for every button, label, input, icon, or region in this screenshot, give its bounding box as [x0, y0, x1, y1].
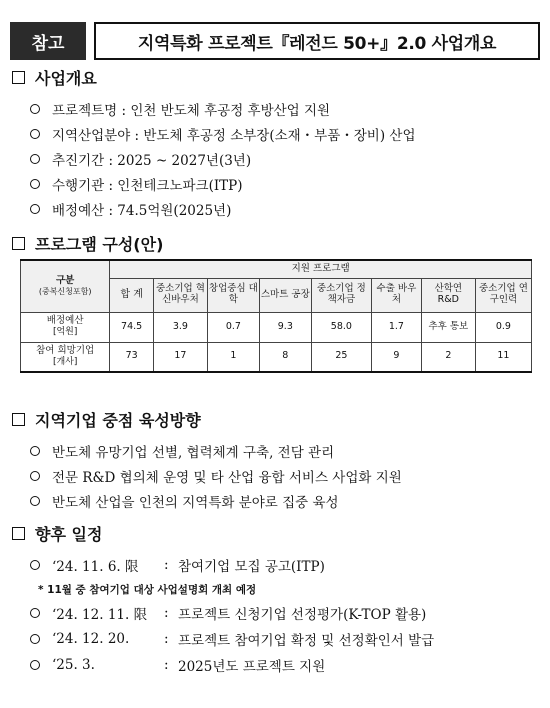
list-item: 반도체 산업을 인천의 지역특화 분야로 집중 육성	[30, 488, 402, 513]
table-cell: 2	[421, 342, 475, 372]
square-bullet-icon	[12, 237, 25, 250]
table-cell: 9.3	[259, 312, 311, 342]
section-program-heading	[12, 232, 163, 255]
list-item: 반도체 유망기업 선별, 협력체계 구축, 전담 관리	[30, 438, 402, 463]
square-bullet-icon	[12, 527, 25, 540]
gubun-header: 구분 (중복신청포함)	[21, 260, 110, 312]
circle-bullet-icon	[30, 471, 40, 481]
list-item: 프로젝트명 : 인천 반도체 후공정 후방산업 지원	[30, 96, 415, 121]
schedule-text: 2025년도 프로젝트 지원	[178, 659, 326, 675]
section-direction-title: 지역기업 중점 육성방향	[35, 411, 201, 430]
section-direction-heading	[12, 408, 201, 431]
circle-bullet-icon	[30, 496, 40, 506]
schedule-colon: :	[164, 631, 169, 647]
table-cell: 74.5	[110, 312, 154, 342]
list-item: 지역산업분야 : 반도체 후공정 소부장(소재・부품・장비) 산업	[30, 121, 415, 146]
column-header: 창업중심 대학	[207, 278, 259, 312]
schedule-item	[30, 552, 434, 578]
direction-list	[30, 438, 402, 513]
row-label: 참여 희망기업 [개사]	[21, 342, 110, 372]
table-cell: 73	[110, 342, 154, 372]
circle-bullet-icon	[30, 660, 40, 670]
schedule-text: 프로젝트 참여기업 확정 및 선정확인서 발급	[178, 633, 435, 649]
circle-bullet-icon	[30, 608, 40, 618]
support-program-header: 지원 프로그램	[110, 260, 532, 278]
table-cell: 25	[311, 342, 371, 372]
list-item: 전문 R&D 협의체 운영 및 타 산업 융합 서비스 사업화 지원	[30, 463, 402, 488]
schedule-date: ‘24. 12. 20.	[52, 631, 130, 647]
section-program-title: 프로그램 구성(안)	[35, 235, 164, 254]
schedule-colon: :	[164, 605, 169, 621]
program-table	[20, 259, 532, 373]
schedule-colon: :	[164, 557, 169, 573]
list-item: 추진기간 : 2025 ~ 2027년(3년)	[30, 146, 415, 171]
page-title: 지역특화 프로젝트『레전드 50+』2.0 사업개요	[94, 22, 540, 60]
section-overview-title: 사업개요	[35, 69, 97, 88]
schedule-note: * 11월 중 참여기업 대상 사업설명회 개최 예정	[38, 583, 257, 596]
table-cell: 3.9	[153, 312, 207, 342]
table-cell: 0.7	[207, 312, 259, 342]
schedule-date: ‘24. 12. 11. 限	[52, 607, 148, 623]
row-label: 배정예산 [억원]	[21, 312, 110, 342]
circle-bullet-icon	[30, 129, 40, 139]
section-schedule-title: 향후 일정	[35, 525, 103, 544]
schedule-item	[30, 600, 434, 626]
schedule-text: 참여기업 모집 공고(ITP)	[178, 559, 325, 575]
column-header: 중소기업 정책자금	[311, 278, 371, 312]
table-row	[21, 342, 532, 372]
table-cell: 58.0	[311, 312, 371, 342]
column-header: 합 계	[110, 278, 154, 312]
table-cell: 11	[475, 342, 531, 372]
schedule-date: ‘25. 3.	[52, 657, 95, 673]
column-header: 수출 바우처	[372, 278, 422, 312]
reference-badge: 참고	[10, 22, 86, 60]
table-cell: 9	[372, 342, 422, 372]
overview-list	[30, 96, 415, 221]
circle-bullet-icon	[30, 446, 40, 456]
circle-bullet-icon	[30, 104, 40, 114]
schedule-text: 프로젝트 신청기업 선정평가(K-TOP 활용)	[178, 607, 427, 623]
square-bullet-icon	[12, 71, 25, 84]
list-item: 수행기관 : 인천테크노파크(ITP)	[30, 171, 415, 196]
column-header: 산학연 R&D	[421, 278, 475, 312]
section-schedule-heading	[12, 522, 102, 545]
schedule-item	[30, 652, 434, 678]
schedule-item	[30, 626, 434, 652]
column-header: 스마트 공장	[259, 278, 311, 312]
table-cell: 1.7	[372, 312, 422, 342]
section-overview-heading	[12, 66, 97, 89]
circle-bullet-icon	[30, 204, 40, 214]
table-cell: 0.9	[475, 312, 531, 342]
square-bullet-icon	[12, 413, 25, 426]
table-cell: 17	[153, 342, 207, 372]
list-item: 배정예산 : 74.5억원(2025년)	[30, 196, 415, 221]
circle-bullet-icon	[30, 634, 40, 644]
table-cell: 8	[259, 342, 311, 372]
column-header: 중소기업 연구인력	[475, 278, 531, 312]
circle-bullet-icon	[30, 179, 40, 189]
table-cell: 1	[207, 342, 259, 372]
schedule-list	[30, 552, 434, 678]
schedule-date: ‘24. 11. 6. 限	[52, 559, 139, 575]
column-header: 중소기업 혁신바우처	[153, 278, 207, 312]
table-row	[21, 312, 532, 342]
table-cell: 추후 통보	[421, 312, 475, 342]
circle-bullet-icon	[30, 560, 40, 570]
circle-bullet-icon	[30, 154, 40, 164]
page-header	[10, 22, 540, 60]
schedule-colon: :	[164, 657, 169, 673]
